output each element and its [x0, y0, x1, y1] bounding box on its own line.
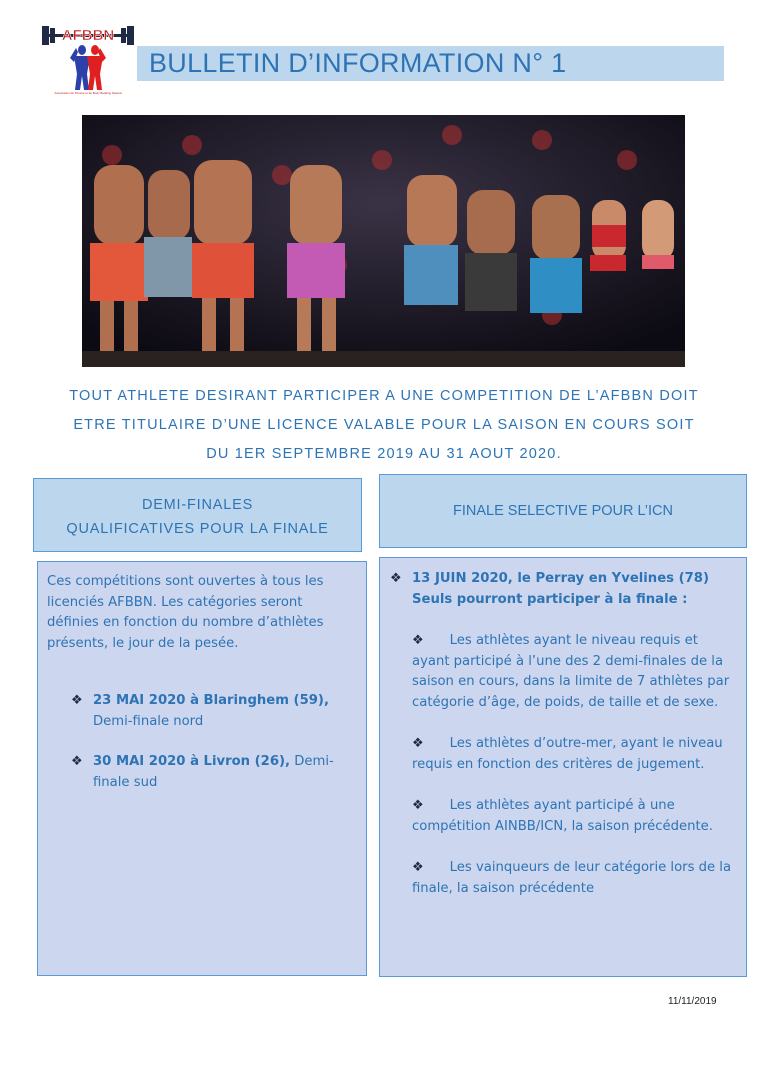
event-desc: Demi-finale sud	[93, 754, 334, 790]
semifinals-header-line1: DEMI-FINALES	[141, 497, 254, 513]
licence-notice	[40, 382, 728, 469]
final-event-line1: 13 JUIN 2020, le Perray en Yvelines (78)	[412, 571, 709, 586]
final-header	[379, 474, 747, 548]
eligibility-text: Les athlètes ayant le niveau requis et ayant participé à l’une des 2 demi-finales de la saison en cours, dans la limite de 7 athlètes par catégorie d’âge, de poids, de taille et de sexe.	[412, 633, 730, 710]
event-date: 23 MAI 2020 à Blaringhem (59),	[93, 693, 329, 708]
diamond-bullet-icon: ❖	[412, 736, 424, 751]
final-header-title: FINALE SELECTIVE POUR L’ICN	[453, 503, 673, 519]
diamond-bullet-icon: ❖	[412, 633, 424, 648]
list-item	[412, 734, 738, 775]
semifinals-box	[37, 561, 367, 976]
eligibility-text: Les athlètes ayant participé à une compétition AINBB/ICN, la saison précédente.	[412, 798, 713, 834]
final-box	[379, 557, 747, 977]
final-event-line2: Seuls pourront participer à la finale :	[412, 591, 688, 607]
logo-text: AFBBN	[61, 27, 115, 44]
diamond-bullet-icon: ❖	[390, 571, 402, 586]
list-item	[47, 752, 358, 793]
notice-line: ETRE TITULAIRE D’UNE LICENCE VALABLE POUR LA SAISON EN COURS SOIT	[73, 417, 695, 433]
event-date: 30 MAI 2020 à Livron (26),	[93, 754, 291, 769]
final-event	[390, 569, 738, 610]
eligibility-text: Les athlètes d’outre-mer, ayant le niveau requis en fonction des critères de jugement.	[412, 736, 723, 772]
semifinals-intro: Ces compétitions sont ouvertes à tous les licenciés AFBBN. Les catégories seront définies en fonction du nombre d’athlètes présents, le jour de la pesée.	[47, 574, 324, 651]
diamond-bullet-icon: ❖	[412, 860, 424, 875]
notice-line: TOUT ATHLETE DESIRANT PARTICIPER A UNE COMPETITION DE L’AFBBN DOIT	[69, 388, 699, 404]
list-item	[47, 691, 358, 732]
semifinals-header	[33, 478, 362, 552]
diamond-bullet-icon: ❖	[71, 754, 83, 769]
notice-line: DU 1ER SEPTEMBRE 2019 AU 31 AOUT 2020.	[206, 446, 562, 462]
page-title: BULLETIN D’INFORMATION N° 1	[149, 48, 567, 78]
semifinals-header-line2: QUALIFICATIVES POUR LA FINALE	[66, 521, 329, 537]
document-date: 11/11/2019	[668, 996, 717, 1007]
title-banner	[137, 46, 724, 81]
event-desc: Demi-finale nord	[93, 713, 204, 729]
diamond-bullet-icon: ❖	[71, 693, 83, 708]
stage-photo	[82, 115, 685, 367]
eligibility-text: Les vainqueurs de leur catégorie lors de la finale, la saison précédente	[412, 860, 732, 896]
afbbn-logo	[40, 18, 136, 96]
diamond-bullet-icon: ❖	[412, 798, 424, 813]
list-item	[412, 858, 738, 899]
list-item	[412, 631, 738, 713]
list-item	[412, 796, 738, 837]
logo-tagline: Association de Fitness et de Body Building Natural	[54, 91, 122, 95]
